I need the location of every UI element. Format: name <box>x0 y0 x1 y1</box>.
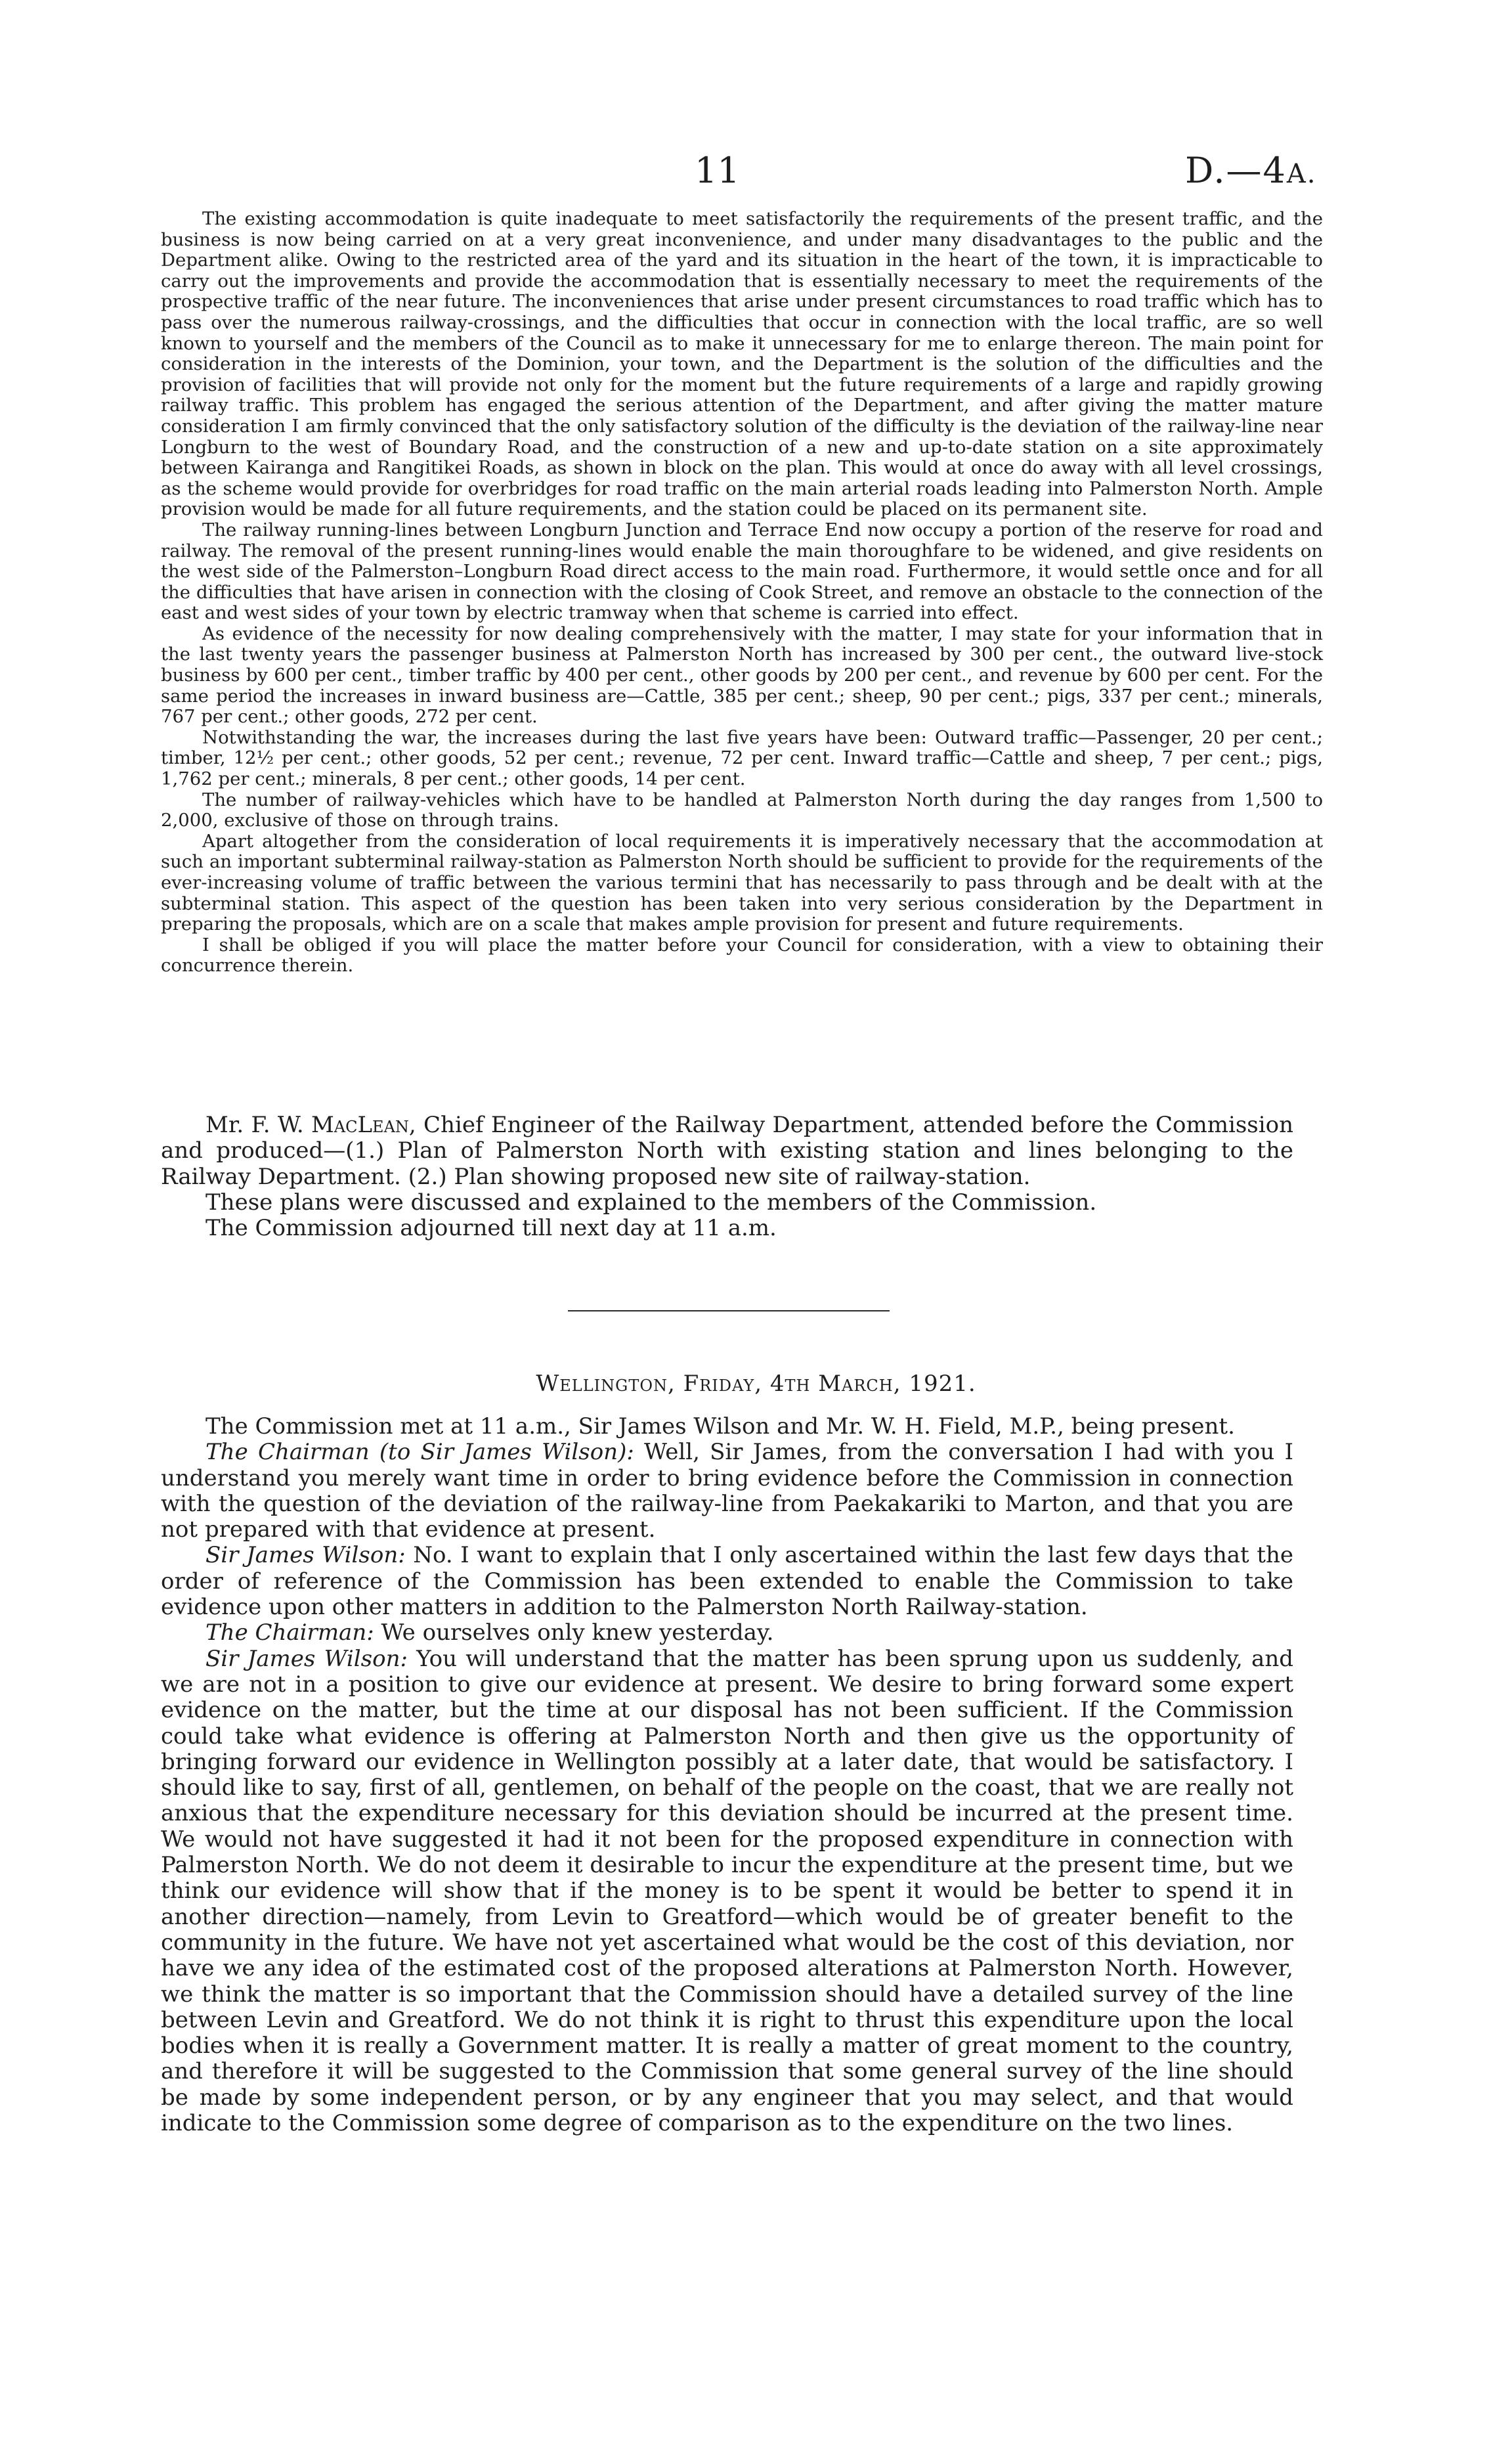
remark-text: We ourselves only knew yesterday. <box>374 1619 774 1646</box>
maclean-name: MacLean <box>311 1112 409 1138</box>
remark-text: No. I want to explain that I only ascertained within the last few days that the order of reference of the Commission has been extended to enable the Commission to take evidence upon other matters in addition to the Palmerston North Railway-station. <box>161 1542 1293 1621</box>
plans-discussed: These plans were discussed and explained to the members of the Commission. <box>205 1189 1097 1216</box>
letter-body <box>161 209 1323 977</box>
maclean-section <box>161 1112 1293 1241</box>
remark-text: You will understand that the matter has been sprung upon us suddenly, and we are not in a position to give our evidence at present. We desire to bring forward some expert evidence on the matter, but the time at our disposal has not been sufficient. If the Commission could take what evidence is offering at Palmerston North and then give us the opportunity of bringing forward our evidence in Wellington possibly at a later date, that would be satisfactory. I should like to say, first of all, gentlemen, on behalf of the people on the coast, that we are really not anxious that the expenditure necessary for this deviation should be incurred at the present time. We would not have suggested it had it not been for the proposed expenditure in connection with Palmerston North. We do not deem it desirable to incur the expenditure at the present time, but we think our evidence will show that if the money is to be spent it would be better to spend it in another direction—namely, from Levin to Greatford—which would be of greater benefit to the community in the future. We have not yet ascertained what would be the cost of this deviation, nor have we any idea of the estimated cost of the proposed alterations at Palmerston North. However, we think the matter is so important that the Commission should have a detailed survey of the line between Levin and Greatford. We do not think it is right to thrust this expenditure upon the local bodies when it is really a Government matter. It is really a matter of great moment to the country, and therefore it will be suggested to the Commission that some general survey of the line should be made by some independent person, or by any engineer that you may select, and that would indicate to the Commission some degree of comparison as to the expenditure on the two lines. <box>161 1645 1293 2137</box>
maclean-paragraph <box>161 1112 1293 1190</box>
speaker-label: The Chairman (to Sir James Wilson): <box>205 1439 634 1466</box>
page-number: 11 <box>695 150 740 191</box>
speaker-label: Sir James Wilson: <box>205 1542 406 1569</box>
commission-adjourned: The Commission adjourned till next day at 11 a.m. <box>205 1215 777 1242</box>
chairman-remark <box>161 1440 1293 1543</box>
opening-statement: The Commission met at 11 a.m., Sir James Wilson and Mr. W. H. Field, M.P., being present. <box>205 1413 1235 1440</box>
maclean-text: , Chief Engineer of the Railway Department, attended before the Commission and produced—(1.) Plan of Palmerston North with existing station and lines belonging to the Railway Department. (2.) Plan showing proposed new site of railway-station. <box>161 1112 1293 1190</box>
document-reference-main: D.—4 <box>1185 150 1287 191</box>
speaker-label: Sir James Wilson: <box>205 1645 408 1672</box>
letter-paragraph: The railway running-lines between Longburn Junction and Terrace End now occupy a portion of the reserve for road and railway. The removal of the present running-lines would enable the main thoroughfare to be widened, and give residents on the west side of the Palmerston–Longburn Road direct access to the main road. Furthermore, it would settle once and for all the difficulties that have arisen in connection with the closing of Cook Street, and remove an obstacle to the connection of the east and west sides of your town by electric tramway when that scheme is carried into effect. <box>161 519 1323 624</box>
letter-paragraph: I shall be obliged if you will place the matter before your Council for consideration, with a view to obtaining their concurrence therein. <box>161 934 1323 977</box>
section-divider <box>568 1310 890 1311</box>
document-reference <box>1185 150 1317 191</box>
dateline: Wellington, Friday, 4th March, 1921. <box>536 1371 976 1397</box>
letter-paragraph: Notwithstanding the war, the increases during the last five years have been: Outward traffic—Passenger, 20 per cent.; timber, 12½ per cent.; other goods, 52 per cent.; revenue, 72 per cent. Inward traffic—Cattle and sheep, 7 per cent.; pigs, 1,762 per cent.; minerals, 8 per cent.; other goods, 14 per cent. <box>161 726 1323 790</box>
letter-paragraph: As evidence of the necessity for now dealing comprehensively with the matter, I may state for your information that in the last twenty years the passenger business at Palmerston North has increased by 300 per cent., the outward live-stock business by 600 per cent., timber traffic by 400 per cent., other goods by 200 per cent., and revenue by 600 per cent. For the same period the increases in inward business are—Cattle, 385 per cent.; sheep, 90 per cent.; pigs, 337 per cent.; minerals, 767 per cent.; other goods, 272 per cent. <box>161 623 1323 728</box>
proceedings <box>161 1414 1293 2136</box>
letter-paragraph: Apart altogether from the consideration of local requirements it is imperatively necessary that the accommodation at such an important subterminal railway-station as Palmerston North should be sufficient to provide for the requirements of the ever-increasing volume of traffic between the various termini that has necessarily to pass through and be dealt with at the subterminal station. This aspect of the question has been taken into very serious consideration by the Department in preparing the proposals, which are on a scale that makes ample provision for present and future requirements. <box>161 830 1323 935</box>
page-header <box>0 150 1512 196</box>
letter-paragraph: The number of railway-vehicles which have to be handled at Palmerston North during the day ranges from 1,500 to 2,000, exclusive of those on through trains. <box>161 789 1323 831</box>
maclean-title: Mr. F. W. <box>205 1112 304 1138</box>
wilson-remark <box>161 1646 1293 2137</box>
document-reference-suffix: A. <box>1286 159 1317 189</box>
wilson-remark <box>161 1543 1293 1620</box>
speaker-label: The Chairman: <box>205 1619 374 1646</box>
remark-text: Well, Sir James, from the conversation I had with you I understand you merely want time in order to bring evidence before the Commission in connection with the question of the deviation of the railway-line from Paekakariki to Marton, and that you are not prepared with that evidence at present. <box>161 1439 1293 1543</box>
letter-paragraph: The existing accommodation is quite inadequate to meet satisfactorily the requirements of the present traffic, and the business is now being carried on at a very great inconvenience, and under many disadvantages to the public and the Department alike. Owing to the restricted area of the yard and its situation in the heart of the town, it is impracticable to carry out the improvements and provide the accommodation that is essentially necessary to meet the requirements of the prospective traffic of the near future. The inconveniences that arise under present circumstances to road traffic which has to pass over the numerous railway-crossings, and the difficulties that occur in connection with the local traffic, are so well known to yourself and the members of the Council as to make it unnecessary for me to enlarge thereon. The main point for consideration in the interests of the Dominion, your town, and the Department is the solution of the difficulties and the provision of facilities that will provide not only for the moment but the future requirements of a large and rapidly growing railway traffic. This problem has engaged the serious attention of the Department, and after giving the matter mature consideration I am firmly convinced that the only satisfactory solution of the difficulty is the deviation of the railway-line near Longburn to the west of Boundary Road, and the construction of a new and up-to-date station on a site approximately between Kairanga and Rangitikei Roads, as shown in block on the plan. This would at once do away with all level crossings, as the scheme would provide for overbridges for road traffic on the main arterial roads leading into Palmerston North. Ample provision would be made for all future requirements, and the station could be placed on its permanent site. <box>161 208 1323 520</box>
chairman-remark <box>161 1620 1293 1646</box>
